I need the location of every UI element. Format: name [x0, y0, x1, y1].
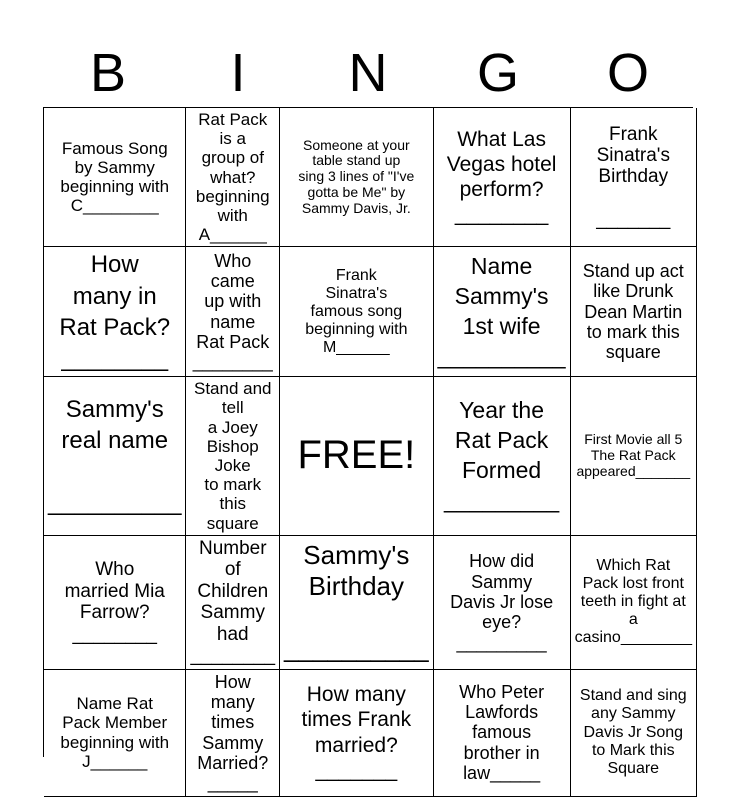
bingo-square[interactable]	[44, 536, 186, 670]
bingo-square[interactable]	[280, 536, 434, 670]
bingo-square[interactable]	[186, 670, 280, 797]
bingo-square[interactable]	[571, 536, 697, 670]
free-square-text: FREE!	[297, 433, 416, 478]
bingo-square[interactable]	[44, 670, 186, 797]
square-text: Year the Rat Pack Formed _________	[444, 397, 560, 513]
bingo-header	[43, 40, 693, 106]
free-square[interactable]	[280, 377, 434, 536]
square-text: Which Rat Pack lost front teeth in fight at a casino________	[574, 557, 692, 647]
square-text: How many in Rat Pack? ________	[59, 251, 171, 372]
square-text: Frank Sinatra's famous song beginning with M______	[305, 266, 408, 356]
bingo-square[interactable]	[44, 377, 186, 536]
header-letter-b: B	[89, 43, 127, 103]
square-text: Name Sammy's 1st wife __________	[437, 253, 566, 369]
square-text: Someone at your table stand up sing 3 lines of "I've gotta be Me" by Sammy Davis, Jr.	[298, 136, 415, 216]
square-text: Famous Song by Sammy beginning with C________	[60, 138, 170, 216]
header-letter-n: N	[348, 43, 388, 103]
square-text: How many times Sammy Married? _____	[197, 671, 269, 794]
square-text: Rat Pack is a group of what? beginning with A______	[195, 110, 270, 245]
square-text: Stand and sing any Sammy Davis Jr Song to Mark this Square	[579, 687, 687, 777]
bingo-square[interactable]	[186, 536, 280, 670]
bingo-square[interactable]	[186, 377, 280, 536]
bingo-square[interactable]	[571, 108, 697, 247]
bingo-square[interactable]	[186, 108, 280, 247]
square-text: Who Peter Lawfords famous brother in law_____	[459, 681, 545, 784]
square-text: Who came up with name Rat Pack ________	[192, 250, 273, 373]
bingo-card-grid	[43, 107, 693, 794]
bingo-square[interactable]	[280, 108, 434, 247]
bingo-square[interactable]	[571, 670, 697, 797]
bingo-square[interactable]	[186, 247, 280, 377]
square-text: What Las Vegas hotel perform? ________	[446, 127, 557, 227]
bingo-square[interactable]	[434, 377, 571, 536]
bingo-square[interactable]	[571, 247, 697, 377]
bingo-square[interactable]	[434, 247, 571, 377]
square-text: Name Rat Pack Member beginning with J______	[60, 694, 170, 771]
bingo-square[interactable]	[280, 670, 434, 797]
bingo-square[interactable]	[280, 247, 434, 377]
square-text: Frank Sinatra's Birthday _______	[596, 123, 671, 231]
header-letter-g: G	[476, 43, 519, 103]
bingo-square[interactable]	[44, 108, 186, 247]
square-text: Stand and tell a Joey Bishop Joke to mark this square	[194, 379, 272, 533]
square-text: How many times Frank married? _______	[301, 683, 412, 782]
header-letter-i: I	[230, 43, 246, 103]
bingo-square[interactable]	[434, 536, 571, 670]
square-text: Who married Mia Farrow? ________	[64, 559, 165, 645]
bingo-square[interactable]	[434, 108, 571, 247]
square-text: How did Sammy Davis Jr lose eye? _________	[450, 551, 554, 653]
square-text: Sammy's Birthday __________	[284, 539, 429, 664]
bingo-square[interactable]	[571, 377, 697, 536]
header-letter-o: O	[606, 43, 649, 103]
square-text: Number of Children Sammy had ________	[190, 537, 276, 667]
bingo-square[interactable]	[44, 247, 186, 377]
square-text: Sammy's real name __________	[48, 395, 182, 517]
square-text: Stand up act like Drunk Dean Martin to mark this square	[582, 260, 684, 363]
bingo-square[interactable]	[434, 670, 571, 797]
square-text: First Movie all 5 The Rat Pack appeared_______	[576, 431, 691, 479]
